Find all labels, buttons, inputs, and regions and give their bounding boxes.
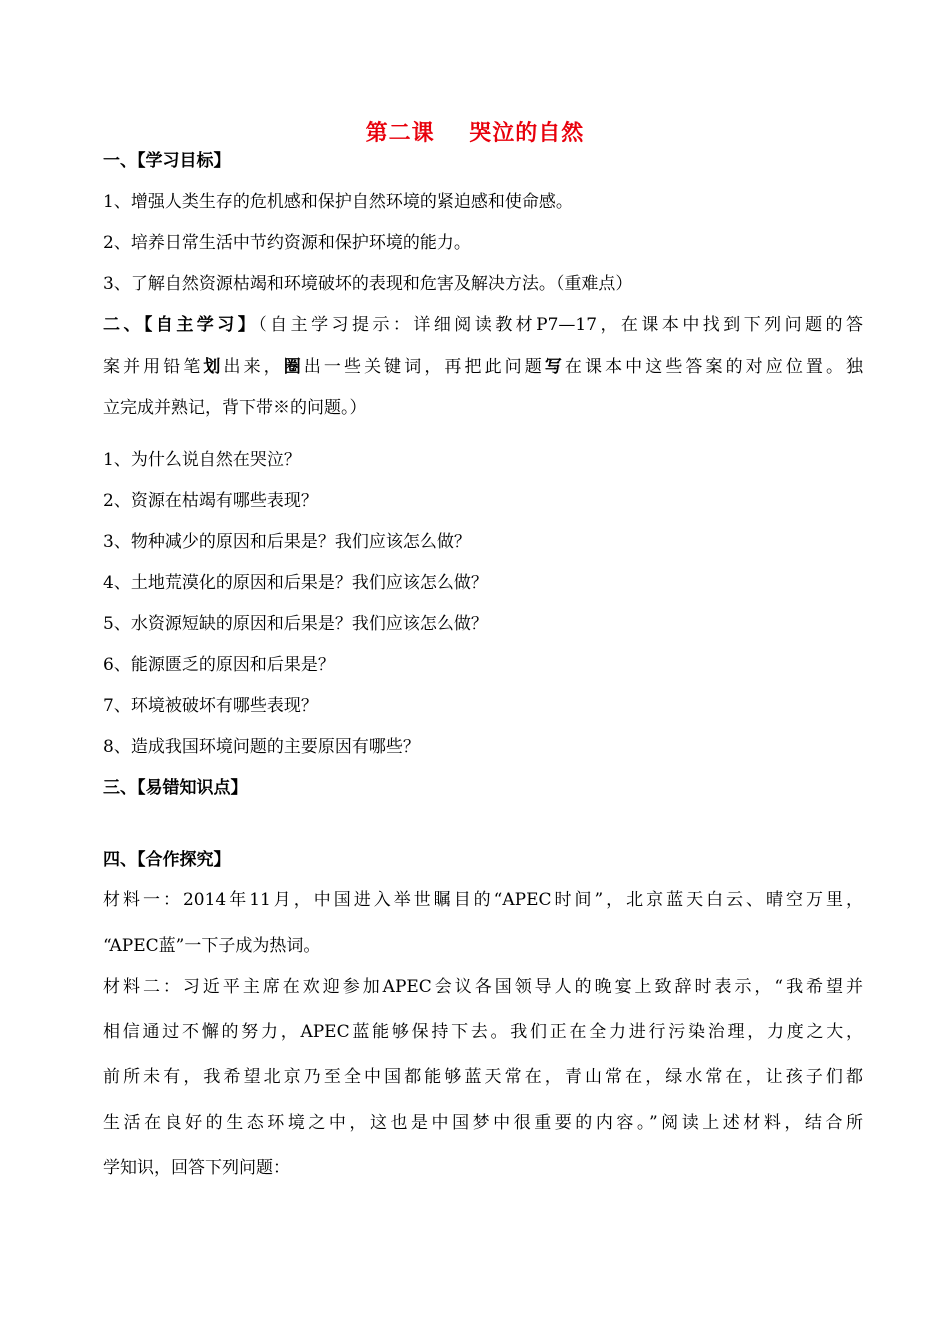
- hint-text: 案并用铅笔: [103, 357, 204, 377]
- material-2-line-2: 相信通过不懈的努力，APEC蓝能够保持下去。我们正在全力进行污染治理，力度之大，: [103, 1022, 863, 1042]
- goal-item-1: 1、增强人类生存的危机感和保护自然环境的紧迫感和使命感。: [103, 192, 573, 212]
- hint-emphasis-underline: 划: [203, 357, 224, 377]
- hint-text: 在课本中这些答案的对应位置。独: [564, 357, 864, 377]
- material-2-line-3: 前所未有，我希望北京乃至全中国都能够蓝天常在，青山常在，绿水常在，让孩子们都: [103, 1067, 863, 1087]
- question-item-6: 6、能源匮乏的原因和后果是？: [103, 655, 335, 675]
- material-2-line-1: 材料二：习近平主席在欢迎参加APEC会议各国领导人的晚宴上致辞时表示，“我希望并: [103, 977, 863, 997]
- section-heading-cooperative-inquiry: 四、【合作探究】: [103, 850, 231, 870]
- question-item-3: 3、物种减少的原因和后果是？我们应该怎么做？: [103, 532, 471, 552]
- material-1-line-1: 材料一：2014年11月，中国进入举世瞩目的“APEC时间”，北京蓝天白云、晴空万里，: [103, 890, 863, 910]
- page-title: 第二课 哭泣的自然: [365, 120, 585, 146]
- self-study-hint-1: （自主学习提示：详细阅读教材P7—17，在课本中找到下列问题的答: [258, 315, 863, 335]
- question-item-4: 4、土地荒漠化的原因和后果是？我们应该怎么做？: [103, 573, 488, 593]
- material-2-line-5: 学知识，回答下列问题：: [103, 1158, 290, 1178]
- self-study-line-1: [103, 314, 863, 336]
- goal-item-3: 3、了解自然资源枯竭和环境破坏的表现和危害及解决方法。（重难点）: [103, 274, 633, 294]
- question-item-7: 7、环境被破坏有哪些表现？: [103, 696, 318, 716]
- section-heading-common-mistakes: 三、【易错知识点】: [103, 778, 248, 798]
- self-study-line-2: [103, 356, 863, 378]
- hint-text: 出来，: [223, 357, 284, 377]
- question-item-1: 1、为什么说自然在哭泣？: [103, 450, 301, 470]
- question-item-8: 8、造成我国环境问题的主要原因有哪些？: [103, 737, 420, 757]
- question-item-2: 2、资源在枯竭有哪些表现？: [103, 491, 318, 511]
- hint-emphasis-write: 写: [544, 357, 565, 377]
- hint-text: 出一些关键词，再把此问题: [303, 357, 545, 377]
- material-1-line-2: “APEC蓝”一下子成为热词。: [103, 936, 321, 956]
- hint-emphasis-circle: 圈: [283, 357, 304, 377]
- section-heading-learning-goals: 一、【学习目标】: [103, 151, 231, 171]
- material-2-line-4: 生活在良好的生态环境之中，这也是中国梦中很重要的内容。”阅读上述材料，结合所: [103, 1113, 863, 1133]
- question-item-5: 5、水资源短缺的原因和后果是？我们应该怎么做？: [103, 614, 488, 634]
- goal-item-2: 2、培养日常生活中节约资源和保护环境的能力。: [103, 233, 471, 253]
- section-heading-self-study: 二、【自主学习】: [103, 315, 259, 335]
- self-study-line-3: 立完成并熟记，背下带※的问题。）: [103, 398, 367, 418]
